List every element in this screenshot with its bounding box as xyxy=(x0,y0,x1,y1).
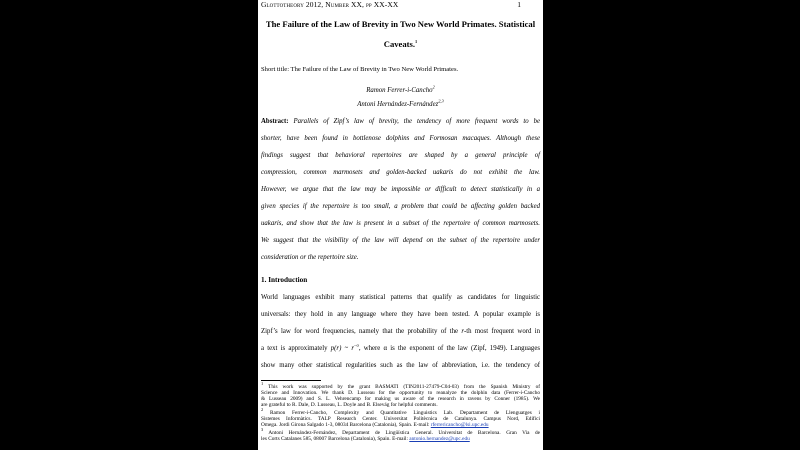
footnote-line: Science and Innovation. We thank D. Lusseau for the opportunity to reanalyze the dolphin data (Ferrer-i-Cancho xyxy=(261,390,540,396)
footnote-rule xyxy=(261,380,321,381)
page-number: 1 xyxy=(517,0,521,9)
abstract-label: Abstract: xyxy=(261,118,289,125)
section-heading: 1. Introduction xyxy=(261,276,308,284)
footnote-3: $^3$ Antoni Hernández-Fernández, Departament de Lingüística General. Universitat de Barcelona. Gran Via de xyxy=(261,427,540,436)
abstract-line: given species if the repertoire is too small, a problem that could be affecting golden backed xyxy=(261,203,540,210)
footnote-line: are grateful to R. Dale, D. Lusseau, L. Doyle and B. Elsevág for helpful comments. xyxy=(261,402,438,408)
body-line: Zipf’s law for word frequencies, namely that the probability of the r-th most frequent word in xyxy=(261,328,540,335)
footnote-line: Omega. Jordi Girona Salgado 1-3, 08034 Barcelona (Catalonia), Spain. E-mail: rferrericancho@lsi.upc.edu xyxy=(261,422,489,428)
footnote-line: & Lusseau 2009) and S. L. Vehrencamp for making us aware of the research in ravens by Conner (1985). We xyxy=(261,396,540,402)
author-2: Antoni Hernández-Fernández$^{2,3}$ xyxy=(357,98,444,108)
footnote-1: $^1$ This work was supported by the grant BASMATI (TIN2011-27479-C04-03) from the Spanish Ministry of xyxy=(261,381,540,390)
abstract-line: We suggest that the visibility of the law will depend on the subset of the repertoire under xyxy=(261,237,540,244)
title-line-2: Caveats.$^1$ xyxy=(383,39,418,49)
title-footnote-marker: 1 xyxy=(415,39,418,45)
footnote-2: $^2$ Ramon Ferrer-i-Cancho, Complexity and Quantitative Linguistics Lab. Departament de Llenguatges i xyxy=(261,407,540,416)
paper-page xyxy=(258,0,543,450)
author-1: Ramon Ferrer-i-Cancho$^2$ xyxy=(366,84,435,94)
body-line: World languages exhibit many statistical patterns that qualify as candidates for linguistic xyxy=(261,294,540,301)
author-email-link[interactable]: antonio.hernandez@upc.edu xyxy=(409,436,470,442)
footnote-line: Sistemes Informàtics. TALP Research Center. Universitat Politècnica de Catalunya. Campus Nord, Edifici xyxy=(261,416,540,422)
abstract-line: consideration or the repertoire size. xyxy=(261,254,359,261)
title-line-1: The Failure of the Law of Brevity in Two New World Primates. Statistical xyxy=(265,19,536,29)
abstract-line: uakaris, and show that the law is present in a subset of the repertoire of common marmosets. xyxy=(261,220,540,227)
abstract-line: Abstract: Parallels of Zipf’s law of brevity, the tendency of more frequent words to be xyxy=(261,118,540,125)
zipf-formula: p(r) ~ r xyxy=(330,345,355,352)
footnote-line: les Corts Catalanes 585, 08007 Barcelona (Catalonia), Spain. E-mail: antonio.hernandez@upc.edu xyxy=(261,436,470,442)
journal-header: Glottotheory 2012, Number XX, pp XX-XX xyxy=(261,0,399,9)
body-line: a text is approximately p(r) ~ $r^{-\alpha}$, where α is the exponent of the law (Zipf, 1949). Languages xyxy=(261,342,540,352)
short-title: Short title: The Failure of the Law of Brevity in Two New World Primates. xyxy=(261,66,459,73)
author-email-link[interactable]: rferrericancho@lsi.upc.edu xyxy=(430,422,489,428)
abstract-line: findings suggest that behavioral repertoires are shaped by a general principle of xyxy=(261,152,540,159)
body-line: show many other statistical regularities such as the law of abbreviation, i.e. the tendency of xyxy=(261,362,540,369)
abstract-line: compression, common marmosets and golden-backed uakaris do not exhibit the law. xyxy=(261,169,540,176)
abstract-line: However, we argue that the law may be impossible or difficult to detect statistically in a xyxy=(261,186,540,193)
body-line: universals: they hold in any language where they have been tested. A popular example is xyxy=(261,311,540,318)
abstract-line: shorter, have been found in bottlenose dolphins and Formosan macaques. Although these xyxy=(261,135,540,142)
